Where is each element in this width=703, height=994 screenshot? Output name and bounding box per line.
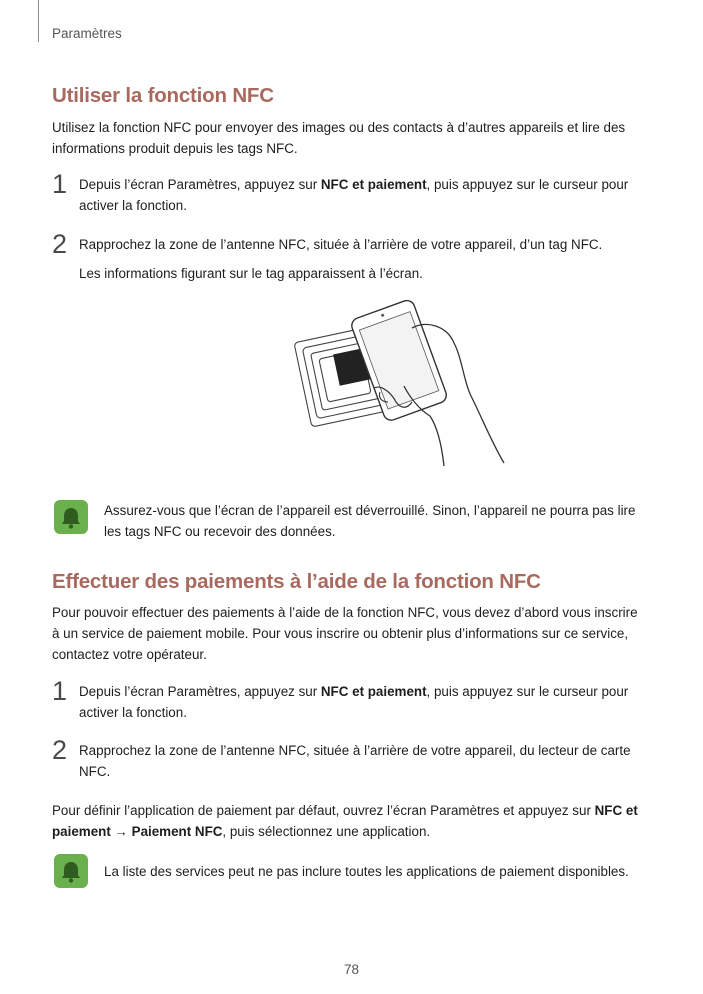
step-1-nfc (52, 169, 652, 216)
step-subtext: Les informations figurant sur le tag apparaissent à l’écran. (79, 266, 423, 281)
step-number: 1 (52, 676, 68, 706)
note-payment (52, 854, 652, 882)
bell-icon (54, 500, 88, 534)
step-text: Rapprochez la zone de l’antenne NFC, située à l’arrière de votre appareil, du lecteur de carte NFC. (79, 743, 631, 779)
note-nfc (52, 500, 652, 542)
corner-mark (38, 0, 39, 42)
step-text: Depuis l’écran Paramètres, appuyez sur NFC et paiement, puis appuyez sur le curseur pour activer la fonction. (79, 177, 629, 213)
step-1-payment (52, 676, 652, 723)
running-header: Paramètres (52, 26, 122, 41)
step-text: Rapprochez la zone de l’antenne NFC, située à l’arrière de votre appareil, d’un tag NFC. (79, 237, 603, 252)
default-app-paragraph: Pour définir l’application de paiement par défaut, ouvrez l’écran Paramètres et appuyez sur NFC et paiement → Paiement NFC, puis sélectionnez une application. (52, 803, 638, 839)
section-intro-payment: Pour pouvoir effectuer des paiements à l’aide de la fonction NFC, vous devez d’abord vous inscrire à un service de paiement mobile. Pour vous inscrire ou obtenir plus d’informations sur ce service, contactez votre opérateur. (52, 605, 638, 662)
page-number: 78 (343, 962, 360, 977)
note-text: Assurez-vous que l’écran de l’appareil est déverrouillé. Sinon, l’appareil ne pourra pas lire les tags NFC ou recevoir des données. (104, 503, 636, 539)
step-2-payment (52, 735, 652, 782)
bell-icon (54, 854, 88, 888)
note-text: La liste des services peut ne pas inclure toutes les applications de paiement disponibles. (104, 864, 629, 879)
step-number: 1 (52, 169, 68, 199)
step-number: 2 (52, 229, 68, 259)
step-number: 2 (52, 735, 68, 765)
nfc-tag-illustration (292, 298, 512, 468)
section-title-nfc: Utiliser la fonction NFC (52, 84, 274, 107)
step-2-nfc (52, 229, 652, 284)
section-title-payment: Effectuer des paiements à l’aide de la fonction NFC (52, 570, 541, 593)
step-text: Depuis l’écran Paramètres, appuyez sur NFC et paiement, puis appuyez sur le curseur pour activer la fonction. (79, 684, 629, 720)
section-intro-nfc: Utilisez la fonction NFC pour envoyer des images ou des contacts à d’autres appareils et lire des informations produit depuis les tags NFC. (52, 120, 626, 156)
